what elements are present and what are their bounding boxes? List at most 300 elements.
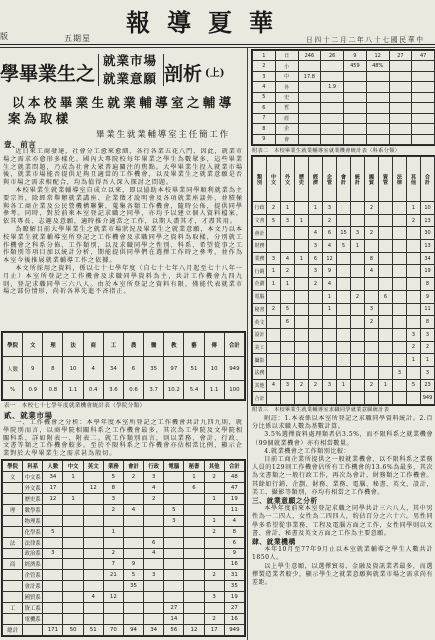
table-cell: 2 — [421, 341, 435, 354]
table-cell — [83, 603, 103, 614]
table-cell — [123, 603, 143, 614]
table-cell: 1.1 — [204, 381, 224, 400]
table-row — [3, 559, 245, 570]
table-cell — [295, 328, 309, 341]
table-cell — [204, 559, 224, 570]
table-cell — [412, 134, 435, 145]
table-cell: 2 — [407, 341, 421, 354]
table-header-cell: 教 — [164, 333, 184, 357]
table-cell — [3, 526, 23, 537]
table-cell — [393, 328, 407, 341]
table-cell: 3 — [164, 515, 184, 526]
table-header-cell: 企管 — [323, 157, 337, 202]
table-row — [253, 252, 435, 265]
subtitle-line-2: 案為取樣 — [8, 111, 72, 126]
table-cell — [321, 103, 344, 113]
table-cell — [393, 392, 407, 405]
table-cell: 1 — [351, 240, 365, 253]
table-cell — [281, 392, 295, 405]
table-header-cell: 農 — [123, 333, 143, 357]
table-header-cell: 其他 — [204, 461, 224, 472]
table-cell — [43, 515, 63, 526]
table-cell — [204, 603, 224, 614]
table-cell — [164, 537, 184, 548]
table-cell — [43, 504, 63, 515]
table-cell: 4 — [144, 482, 164, 493]
table-cell: 6 — [253, 103, 276, 113]
table-header-cell: 科系 — [23, 461, 43, 472]
table-row — [3, 592, 245, 603]
table-cell: 47 — [224, 482, 244, 493]
table-cell: 171 — [43, 625, 63, 636]
table-cell: 12 — [83, 482, 103, 493]
statistics-table-large-box — [1, 459, 246, 637]
table-cell: 3 — [421, 366, 435, 379]
table-cell: 6 — [224, 537, 244, 548]
table-cell — [144, 603, 164, 614]
table-cell — [337, 341, 351, 354]
table-cell: 47 — [412, 51, 435, 61]
table-cell: 10.2 — [164, 381, 184, 400]
table-cell: 4 — [83, 357, 103, 381]
table-cell: % — [3, 381, 23, 400]
table-cell: 1 — [281, 202, 295, 215]
table-cell — [337, 278, 351, 291]
table-cell: 3 — [204, 592, 224, 603]
table-cell: 23 — [421, 379, 435, 392]
table-row — [3, 581, 245, 592]
table-cell: 1 — [323, 303, 337, 316]
table-cell — [281, 328, 295, 341]
table-row — [253, 214, 435, 227]
table-cell: 1 — [204, 515, 224, 526]
table-cell: 51 — [83, 625, 103, 636]
table-cell: 2 — [365, 202, 379, 215]
table-cell — [379, 328, 393, 341]
table-note: 4.就業機會之工作類別比較： — [264, 447, 351, 455]
table-cell — [144, 614, 164, 625]
table-cell — [351, 392, 365, 405]
table-cell — [344, 113, 367, 123]
table-cell: 56 — [164, 625, 184, 636]
table-cell — [393, 354, 407, 367]
table-cell — [366, 82, 389, 92]
table-cell — [407, 316, 421, 329]
table-cell — [298, 134, 321, 145]
table-cell — [309, 303, 323, 316]
table-header-cell: 學院 — [3, 461, 23, 472]
table-cell — [379, 278, 393, 291]
table-cell — [164, 471, 184, 482]
table-cell — [393, 227, 407, 240]
body-paragraph: 一、工作機會之分析：本學年度本室所登記之工作機會共計九四九則，就學院別而言，以商學院相關科系之工作機會最多，其次為工學院及文學院相關科系，詳如附表一、附表二。就工作類別而言，則以業務、會計、行政、文書等類之工作機會較多。至於不限科系之工作機會亦佔相當比例，顯示企業對於大學畢業生之需求甚為殷切。 — [3, 419, 243, 457]
table-cell — [351, 278, 365, 291]
table-cell: 3 — [144, 570, 164, 581]
subtitle-line-1: 以本校畢業生就業輔導室之輔導 — [12, 95, 235, 110]
table-cell: 12 — [43, 493, 63, 504]
table-cell — [164, 581, 184, 592]
table-row — [3, 482, 245, 493]
table-header-row — [3, 333, 245, 357]
table-cell — [295, 265, 309, 278]
table-cell — [295, 354, 309, 367]
table-cell: 0.8 — [43, 381, 63, 400]
table-header-cell: 合計 — [421, 157, 435, 202]
table-cell — [323, 316, 337, 329]
table-cell: 5 — [164, 504, 184, 515]
table-cell: 企 — [275, 124, 298, 134]
article-body-intro — [3, 148, 243, 328]
table-cell — [83, 614, 103, 625]
table-cell — [295, 278, 309, 291]
table-row — [3, 548, 245, 559]
table-cell: 4 — [267, 379, 281, 392]
table-cell — [321, 71, 344, 81]
headline-part-label: (上) — [205, 68, 225, 79]
table-cell: 10 — [421, 202, 435, 215]
table-cell — [393, 240, 407, 253]
table-cell — [309, 328, 323, 341]
table-cell — [164, 570, 184, 581]
table-cell — [351, 316, 365, 329]
table-header-cell: 行政 — [144, 461, 164, 472]
table-cell: 4 — [144, 548, 164, 559]
table-cell: 2 — [281, 265, 295, 278]
table-cell — [123, 537, 143, 548]
table-cell — [337, 214, 351, 227]
table-cell: 6 — [379, 290, 393, 303]
table-cell: 經濟系 — [23, 559, 43, 570]
table-cell: 34 — [144, 625, 164, 636]
table-cell — [204, 482, 224, 493]
statistics-table-job-category — [252, 156, 435, 405]
table-cell: 19 — [224, 592, 244, 603]
table-row — [3, 537, 245, 548]
table-cell — [267, 227, 281, 240]
table-cell: 949 — [224, 357, 244, 381]
table-cell: 會 — [275, 134, 298, 145]
table-row — [253, 103, 435, 113]
table-cell — [365, 366, 379, 379]
table-header-cell: 資管 — [379, 157, 393, 202]
table-cell — [365, 214, 379, 227]
table-cell — [83, 526, 103, 537]
table-cell — [344, 124, 367, 134]
headline-stack-top: 就業市場 — [103, 53, 158, 68]
table-cell — [351, 252, 365, 265]
table-cell — [407, 290, 421, 303]
table-cell: 1 — [407, 354, 421, 367]
table-cell: 史 — [275, 92, 298, 102]
table-row — [253, 202, 435, 215]
table-cell: 財務 — [253, 240, 267, 253]
table-cell: 2 — [144, 493, 164, 504]
table-cell: 電腦 — [253, 290, 267, 303]
headline-stack-bottom: 就業意願 — [103, 71, 158, 86]
table-row — [253, 316, 435, 329]
table-cell — [389, 113, 412, 123]
table-cell: 4 — [323, 240, 337, 253]
table-cell — [407, 265, 421, 278]
table-row — [253, 341, 435, 354]
table-cell: 理 — [3, 504, 23, 515]
table-cell: 26 — [321, 51, 344, 61]
table-cell: 8 — [103, 482, 123, 493]
statistics-table-small-box — [1, 331, 246, 401]
table-cell: 法律系 — [23, 537, 43, 548]
table-cell: 2 — [103, 504, 123, 515]
table-cell — [144, 592, 164, 603]
table-row — [253, 392, 435, 405]
article-body-right — [252, 415, 433, 638]
table-cell — [144, 504, 164, 515]
newspaper-title: 報導夏華 — [126, 8, 290, 37]
table-cell — [63, 482, 83, 493]
table-cell: 3 — [267, 252, 281, 265]
table-cell: 9 — [253, 134, 276, 145]
table-header-cell: 秘書 — [184, 461, 204, 472]
table-cell — [321, 113, 344, 123]
table-cell — [267, 328, 281, 341]
table-cell: 攝影 — [253, 354, 267, 367]
table-cell: 資工系 — [23, 603, 43, 614]
table-cell — [295, 341, 309, 354]
table-cell: 9 — [224, 548, 244, 559]
table-cell — [365, 278, 379, 291]
table-cell — [184, 603, 204, 614]
table-cell: 3 — [309, 265, 323, 278]
table-cell: 7 — [253, 113, 276, 123]
table-header-cell: 學院 — [3, 333, 23, 357]
table-row — [253, 278, 435, 291]
table-note: 附註：1.本表係以本室所登記之求職同學資料統計。2.百分比係以求職人數為基數計算。 — [252, 415, 433, 431]
table-cell — [144, 581, 164, 592]
table-row — [253, 290, 435, 303]
table-cell: 6 — [123, 357, 143, 381]
table-cell — [366, 134, 389, 145]
table-cell: 1 — [295, 214, 309, 227]
statistics-table-by-college — [2, 332, 245, 400]
table-cell: 0.9 — [23, 381, 43, 400]
table-cell — [184, 526, 204, 537]
table-cell: 4 — [83, 592, 103, 603]
table-cell — [23, 625, 43, 636]
table-cell: 21 — [103, 570, 123, 581]
table-cell: 0.6 — [123, 381, 143, 400]
table-cell: 12 — [103, 592, 123, 603]
table-cell: 6 — [309, 252, 323, 265]
table-cell — [103, 581, 123, 592]
table-cell — [412, 71, 435, 81]
table-cell: 6 — [323, 227, 337, 240]
table-cell — [123, 548, 143, 559]
table-cell — [3, 614, 23, 625]
table-cell: 1 — [421, 354, 435, 367]
table-cell — [281, 354, 295, 367]
table-cell — [83, 581, 103, 592]
table-cell — [366, 92, 389, 102]
table-row — [253, 227, 435, 240]
table-cell — [389, 71, 412, 81]
table-row — [253, 328, 435, 341]
table-cell: 會計系 — [23, 581, 43, 592]
table-cell: 4 — [253, 82, 276, 92]
table-cell: 48 — [224, 471, 244, 482]
table-cell: 11 — [224, 504, 244, 515]
table-cell: 3 — [43, 548, 63, 559]
table-cell: 5 — [253, 92, 276, 102]
table-cell: 小 — [275, 61, 298, 71]
table-cell: 6 — [144, 537, 164, 548]
table-cell — [393, 316, 407, 329]
table-cell — [123, 592, 143, 603]
table-cell: 4 — [309, 227, 323, 240]
table-cell — [204, 537, 224, 548]
body-paragraph: 本學年度前來本室登記求職之同學共計三六八人，其中男性為一二四人，女性為二四四人，約佔百分之六十六。男性同學多希望從事業務、工程及電腦方面之工作，女性同學則以文書、會計、秘書及英文方面之工作為主要意願。 — [252, 505, 433, 537]
table-cell — [337, 392, 351, 405]
table-row — [3, 614, 245, 625]
table-cell: 10 — [63, 357, 83, 381]
table-cell: 6 — [281, 316, 295, 329]
table-cell — [351, 214, 365, 227]
table-cell: 3 — [323, 202, 337, 215]
table-cell: 中 — [275, 71, 298, 81]
table-cell: 17.8 — [298, 71, 321, 81]
table-cell — [321, 124, 344, 134]
table-cell: 9 — [344, 51, 367, 61]
table-cell: 1 — [184, 471, 204, 482]
body-paragraph: 近日來工商發達，社會分工愈來愈細，各行各業五花八門，因此，就業市場之需求亦愈形多樣化。國內大專院校每年畢業之學生為數眾多，這些畢業生之就業問題，乃成為社會大眾普遍關注的焦點。大學畢業生投入就業市場後，就業市場能否提供足夠且適當的工作機會，以及畢業生之就業意願是否與市場之需求相配合，均為值得吾人深入探討之問題。 — [3, 148, 243, 187]
table-cell: 外文系 — [23, 482, 43, 493]
table-cell: 3 — [281, 379, 295, 392]
table-cell — [184, 559, 204, 570]
table-cell — [3, 570, 23, 581]
table-cell: 人數 — [3, 357, 23, 381]
table-cell — [379, 252, 393, 265]
table-cell: 5 — [337, 240, 351, 253]
table-cell: 5 — [43, 526, 63, 537]
table-cell — [393, 341, 407, 354]
table-cell — [281, 240, 295, 253]
table-cell — [366, 71, 389, 81]
table-cell — [379, 227, 393, 240]
table-cell — [389, 61, 412, 71]
table-cell: 16 — [224, 559, 244, 570]
table-cell — [393, 278, 407, 291]
table-header-cell: 合計 — [224, 333, 244, 357]
body-paragraph: 目前工商企業所提供之一般就業機會，以不限科系之業務人員的129則工作機會佔所有工作機會的13.6%為最多，其次為文書類之一般行政工作，再次為會計、財務類之工作機會。其餘如行銷、企劃、財務、業務、電腦、秘書、英文、設計、美工、攝影等類別，亦均有相當之工作機會。 — [252, 456, 433, 496]
table-cell — [184, 504, 204, 515]
table-cell: 經 — [275, 113, 298, 123]
table-cell: 2 — [123, 471, 143, 482]
table-cell — [295, 240, 309, 253]
table-cell: 化學系 — [23, 526, 43, 537]
table-cell — [321, 134, 344, 145]
table-cell — [63, 526, 83, 537]
table-cell: 1 — [309, 202, 323, 215]
table-cell — [184, 592, 204, 603]
table-cell: 企劃 — [253, 278, 267, 291]
table-cell: 16 — [224, 614, 244, 625]
table-cell: 2 — [365, 316, 379, 329]
table-cell: 外 — [275, 82, 298, 92]
table-cell — [298, 82, 321, 92]
table-cell: 歷史系 — [23, 493, 43, 504]
table-cell — [407, 227, 421, 240]
table-cell — [323, 366, 337, 379]
statistics-table-top — [252, 50, 435, 145]
table-cell — [43, 559, 63, 570]
table-cell: 2 — [351, 290, 365, 303]
table-cell: 國貿系 — [23, 592, 43, 603]
table-cell — [337, 328, 351, 341]
table-cell: 8 — [421, 278, 435, 291]
table-cell: 哲 — [275, 103, 298, 113]
table-cell — [344, 92, 367, 102]
table-cell: 246 — [298, 51, 321, 61]
table-cell — [281, 290, 295, 303]
table-cell — [295, 202, 309, 215]
table-row — [3, 471, 245, 482]
table-cell — [103, 614, 123, 625]
table-cell: 3 — [309, 240, 323, 253]
table-cell — [144, 559, 164, 570]
table-cell — [309, 354, 323, 367]
table-cell — [389, 92, 412, 102]
weekday-label: 五期星 — [64, 34, 91, 43]
table-cell: 工 — [3, 603, 23, 614]
table-cell: 13 — [421, 214, 435, 227]
table-cell — [351, 354, 365, 367]
statistics-table-top-box — [251, 49, 435, 146]
table-cell: 2 — [267, 303, 281, 316]
table-cell — [204, 548, 224, 559]
table-cell — [123, 515, 143, 526]
table-cell — [298, 61, 321, 71]
masthead-rule — [0, 44, 435, 45]
table-cell: 2 — [204, 570, 224, 581]
table-header-cell: 統計 — [351, 157, 365, 202]
table-cell — [43, 592, 63, 603]
table-cell: 行銷 — [253, 265, 267, 278]
table-cell — [393, 303, 407, 316]
table-row — [253, 265, 435, 278]
table-cell — [204, 504, 224, 515]
table-cell — [379, 341, 393, 354]
table-cell — [337, 316, 351, 329]
table-cell — [379, 214, 393, 227]
table-cell: 5.4 — [184, 381, 204, 400]
table-cell: 34 — [103, 357, 123, 381]
table-row — [253, 92, 435, 102]
table-cell — [393, 202, 407, 215]
table-header-cell: 法 — [63, 333, 83, 357]
table-cell — [323, 341, 337, 354]
table-cell — [379, 392, 393, 405]
table-cell — [164, 526, 184, 537]
table-cell: 英文 — [253, 316, 267, 329]
table-cell — [389, 103, 412, 113]
table-cell: 8 — [224, 526, 244, 537]
table-cell: 3.7 — [144, 381, 164, 400]
table-cell: 2 — [407, 214, 421, 227]
table-row — [3, 504, 245, 515]
table-cell — [407, 366, 421, 379]
table-header-cell: 會計 — [337, 157, 351, 202]
table-cell — [63, 504, 83, 515]
table-cell — [63, 570, 83, 581]
table-row — [253, 240, 435, 253]
